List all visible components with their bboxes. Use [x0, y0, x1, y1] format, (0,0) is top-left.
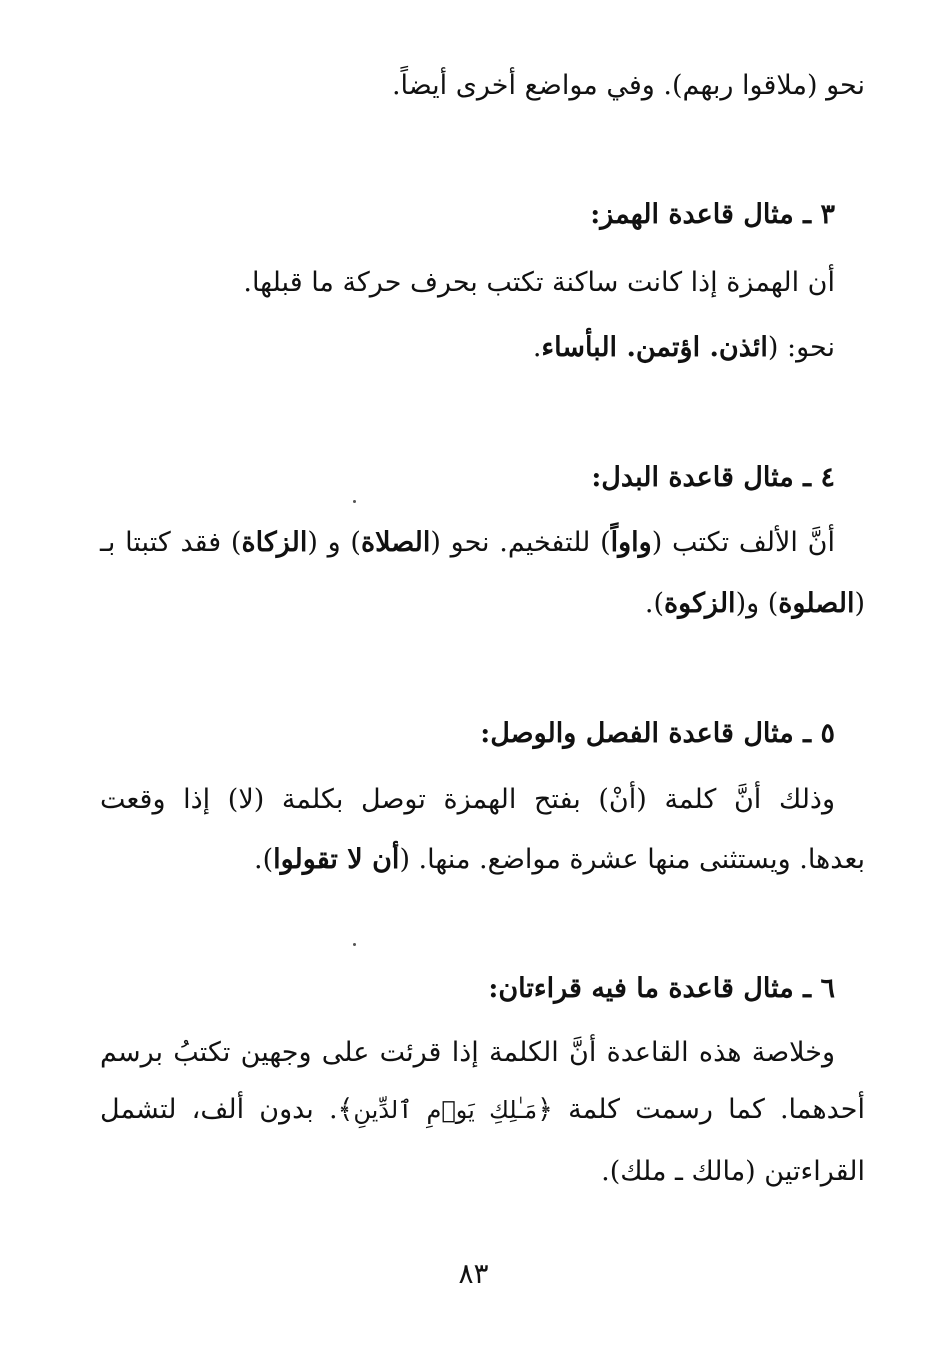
scan-speck	[353, 943, 356, 946]
section5-line1	[100, 780, 835, 820]
section4-l1-d: الصلاة	[360, 527, 431, 558]
section3-example-words: ائذن. اؤتمن. البأساء	[541, 332, 768, 363]
section5-l2-c: ).	[253, 844, 274, 875]
page-number: ٨٣	[458, 1257, 489, 1290]
section4-l2-c: ) و(	[735, 588, 779, 619]
section4-l2-a: (	[854, 588, 865, 619]
section5-l1: وذلك أنَّ كلمة (أنْ) بفتح الهمزة توصل بكلمة (لا) إذا وقعت	[100, 784, 835, 815]
section6-heading	[100, 969, 835, 1009]
section3-paragraph	[100, 263, 835, 303]
section6-line1	[100, 1033, 835, 1073]
section4-l1-b: واواً	[610, 527, 652, 558]
section5-l2-a: بعدها. ويستثنى منها عشرة مواضع. منها. (	[399, 844, 865, 875]
section6-line3	[100, 1152, 865, 1192]
section4-line1	[100, 523, 835, 563]
section4-heading-text: ٤ ـ مثال قاعدة البدل:	[591, 462, 835, 493]
section3-example-prefix: نحو: (	[767, 332, 835, 363]
section3-text: أن الهمزة إذا كانت ساكنة تكتب بحرف حركة ما قبلها.	[243, 267, 835, 298]
section4-heading	[100, 458, 835, 498]
intro-line	[100, 66, 865, 106]
section6-heading-text: ٦ ـ مثال قاعدة ما فيه قراءتان:	[488, 973, 835, 1004]
section6-l2-a: أحدهما. كما رسمت كلمة ﴿	[537, 1094, 865, 1125]
scan-speck	[353, 500, 356, 503]
section6-l1: وخلاصة هذه القاعدة أنَّ الكلمة إذا قرئت على وجهين تكتبُ برسم	[100, 1037, 835, 1068]
section3-example-suffix: .	[532, 332, 542, 363]
section6-l3: القراءتين (مالك ـ ملك).	[601, 1156, 865, 1187]
section5-l2-b: أن لا تقولوا	[273, 844, 400, 875]
section4-l1-c: ) للتفخيم. نحو (	[430, 527, 611, 558]
section3-example	[100, 328, 835, 368]
section4-l2-d: الزكوة	[663, 588, 736, 619]
section3-heading	[100, 195, 835, 235]
section5-heading	[100, 714, 835, 754]
section6-line2	[100, 1090, 865, 1130]
section5-heading-text: ٥ ـ مثال قاعدة الفصل والوصل:	[480, 718, 835, 749]
section4-l2-e: ).	[644, 588, 664, 619]
section5-line2	[100, 840, 865, 880]
section6-l2-c: ﴾. بدون ألف، لتشمل	[100, 1094, 354, 1125]
section4-l1-e: ) و (	[307, 527, 361, 558]
section4-l2-b: الصلوة	[778, 588, 855, 619]
section4-l1-f: الزكاة	[241, 527, 308, 558]
section4-l1-a: أنَّ الألف تكتب (	[651, 527, 835, 558]
section4-line2	[100, 584, 865, 624]
quran-phrase: مَـٰلِكِ يَوۡمِ ٱلدِّينِ	[353, 1096, 538, 1124]
intro-text: نحو (ملاقوا ربهم). وفي مواضع أخرى أيضاً.	[391, 70, 865, 101]
section4-l1-g: ) فقد كتبتا بـ	[100, 527, 242, 558]
section3-heading-text: ٣ ـ مثال قاعدة الهمز:	[590, 199, 835, 230]
